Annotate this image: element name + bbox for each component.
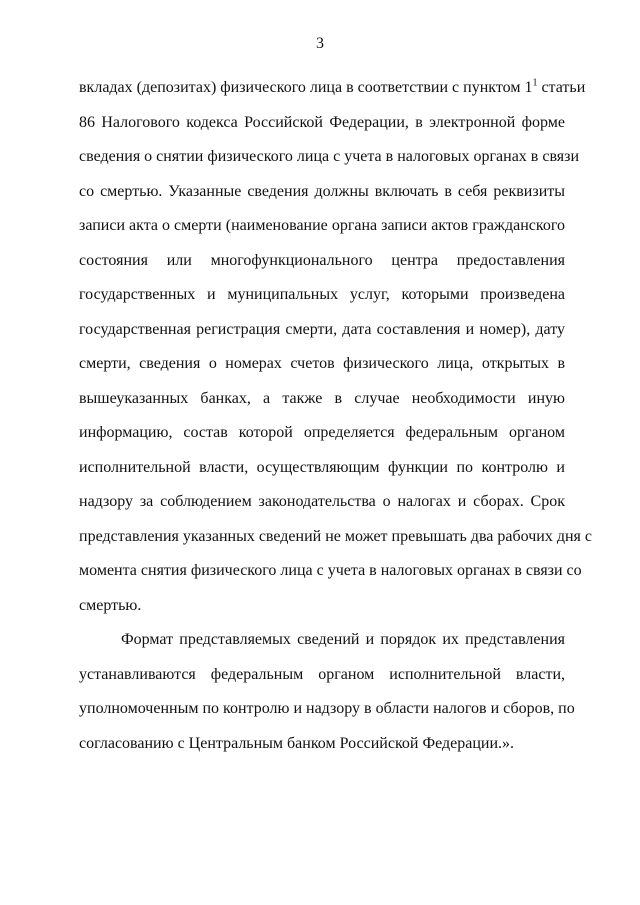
text-line: состояния или многофункционального центра предоставления: [79, 251, 565, 269]
text-line: вышеуказанных банках, а также в случае необходимости иную: [79, 389, 565, 407]
text-line: сведения о снятии физического лица с учета в налоговых органах в связи: [79, 148, 580, 165]
text-line: записи акта о смерти (наименование органа записи актов гражданского: [79, 217, 565, 234]
text-line: со смертью. Указанные сведения должны включать в себя реквизиты: [79, 182, 565, 200]
page-number: 3: [316, 35, 324, 52]
text-line: государственная регистрация смерти, дата составления и номер), дату: [79, 320, 565, 338]
text-line: смерти, сведения о номерах счетов физического лица, открытых в: [79, 355, 565, 372]
footnote-superscript: 1: [532, 77, 538, 89]
paragraph-1: [79, 71, 592, 623]
text-line: смертью.: [79, 596, 142, 614]
text-line: Формат представляемых сведений и порядок их представления: [121, 631, 565, 648]
text-line: 86 Налогового кодекса Российской Федерации, в электронной форме: [79, 113, 565, 131]
text-line: согласованию с Центральным банком Российской Федерации.».: [79, 734, 515, 752]
text-line: информацию, состав которой определяется федеральным органом: [79, 424, 565, 441]
paragraph-2: [79, 623, 575, 761]
text-line: надзору за соблюдением законодательства о налогах и сборах. Срок: [79, 493, 565, 510]
text-line: устанавливаются федеральным органом исполнительной власти,: [79, 665, 565, 683]
text-line: государственных и муниципальных услуг, которыми произведена: [79, 286, 565, 303]
text-line: исполнительной власти, осуществляющим функции по контролю и: [79, 458, 565, 476]
text-line: представления указанных сведений не может превышать два рабочих дня с: [79, 527, 592, 545]
text-line: момента снятия физического лица с учета в налоговых органах в связи со: [79, 562, 582, 579]
text-line: уполномоченным по контролю и надзору в области налогов и сборов, по: [79, 700, 575, 717]
document-body: [79, 71, 592, 761]
text-line: вкладах (депозитах) физического лица в соответствии с пунктом $1^1$ статьи: [79, 77, 586, 96]
